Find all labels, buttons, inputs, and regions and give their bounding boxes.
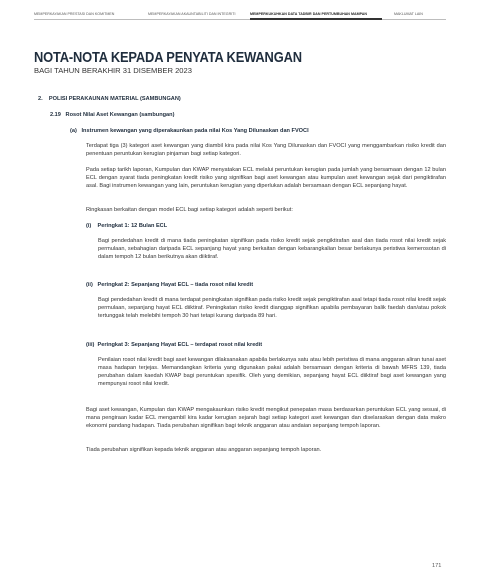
stage-1-heading: (i) Peringkat 1: 12 Bulan ECL [86, 223, 168, 229]
nav-divider [34, 19, 446, 20]
nav-item-maklumat-lain[interactable]: MAKLUMAT LAIN [394, 12, 423, 16]
stage-1-text: Bagi pendedahan kredit di mana tiada peningkatan signifikan pada risiko kredit sejak pengiktirafan asal dan tiada rosot nilai kredit sejak permulaan, sebahagian daripada ECL sepanjang hayat yang berkaitan dengan kebarangkalian besar berlakunya peristiwa kemerosotan di dalam tempoh 12 bulan berikutnya akan diiktiraf. [98, 238, 446, 260]
nav-item-akauntabiliti[interactable]: MEMPERKAYAKAN AKAUNTABILITI DAN INTEGRITI [148, 12, 236, 16]
section-heading: 2. POLISI PERAKAUNAN MATERIAL (SAMBUNGAN) [38, 96, 181, 102]
subsection-heading: 2.19 Rosot Nilai Aset Kewangan (sambungan) [50, 112, 175, 118]
paragraph-ringkasan: Ringkasan berkaitan dengan model ECL bagi setiap kategori adalah seperti berikut: [86, 207, 293, 213]
stage-3-text: Penilaian rosot nilai kredit bagi aset kewangan dilaksanakan apabila berlakunya satu atau lebih peristiwa di mana anggaran aliran tunai aset masa hadapan terjejas. Memandangkan kriteria yang digunakan pakai adalah bersamaan dengan kriteria di bawah MFRS 139, tiada perubahan dalam kaedah KWAP bagi peruntukan spesifik. Oleh yang demikian, sepanjang hayat ECL diiktiraf bagi aset kewangan yang mempunyai rosot nilai kredit. [98, 357, 446, 387]
top-navigation [34, 12, 446, 22]
nav-item-prestasi[interactable]: MEMPERKAYAKAN PRESTASI DAN KOMITMEN [34, 12, 115, 16]
nav-item-data-tadbir[interactable]: MEMPERKUKUHKAN DATA TADBIR DAN PERTUMBUHAN MAMPAN [250, 12, 367, 16]
paragraph-kategori: Terdapat tiga (3) kategori aset kewangan yang diambil kira pada nilai Kos Yang Dilunaskan dan FVOCI yang menggambarkan risiko kredit dan penentuan peruntukan kerugian pinjaman bagi setiap kategori. [86, 143, 446, 157]
nav-active-indicator [250, 18, 382, 20]
paragraph-tarikh-laporan: Pada setiap tarikh laporan, Kumpulan dan KWAP menyatakan ECL melalui peruntukan kerugian pada jumlah yang bersamaan dengan 12 bulan ECL dengan syarat tiada peningkatan kredit risiko yang signifikan bagi aset kewangan atau kumpulan aset kewangan sejak dari pengiktirafan asal. Bagi instrumen kewangan yang lain, peruntukan kerugian yang diperlukan adalah bersamaan dengan ECL sepanjang hayat. [86, 167, 446, 189]
page-number: 171 [432, 563, 442, 569]
stage-2-text: Bagi pendedahan kredit di mana terdapat peningkatan signifikan pada risiko kredit sejak pengiktirafan asal tetapi tiada rosot nilai kredit sejak permulaan, sepanjang hayat ECL diiktiraf. Peningkatan risiko kredit dianggap signifikan apabila pembayaran balik faedah dan/atau pokok tertunggak telah melebihi tempoh 30 hari tetapi kurang daripada 89 hari. [98, 297, 446, 319]
page-title: NOTA-NOTA KEPADA PENYATA KEWANGAN [34, 49, 302, 66]
stage-2-heading: (ii) Peringkat 2: Sepanjang Hayat ECL – tiada rosot nilai kredit [86, 282, 254, 288]
page-subtitle: BAGI TAHUN BERAKHIR 31 DISEMBER 2023 [34, 66, 192, 75]
item-a-heading: (a) Instrumen kewangan yang diperakaunkan pada nilai Kos Yang Dilunaskan dan FVOCI [70, 128, 309, 134]
paragraph-tiada-perubahan: Tiada perubahan signifikan kepada teknik anggaran atau anggaran sepanjang tempoh laporan. [86, 447, 322, 453]
paragraph-aset-kewangan: Bagi aset kewangan, Kumpulan dan KWAP mengakaunkan risiko kredit mengikut penepatan masa berdasarkan peruntukan ECL yang sesuai, di mana pengiraan kadar ECL mengambil kira kadar kerugian sejarah bagi setiap kategori aset kewangan dan diselaraskan dengan data makro ekonomi pandang hadapan. Tiada perubahan signifikan bagi teknik anggaran atau andaian sepanjang tempoh laporan. [86, 407, 446, 429]
stage-3-heading: (iii) Peringkat 3: Sepanjang Hayat ECL – terdapat rosot nilai kredit [86, 342, 263, 348]
